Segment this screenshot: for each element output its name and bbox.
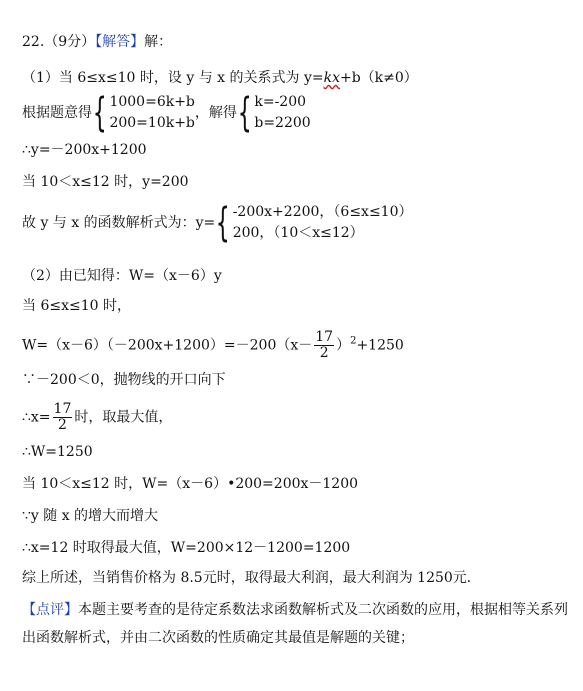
max-at-line: ∴x= $\frac{17}{2}$ 时，取最大值， [22, 401, 173, 433]
comment-text: 本题主要考查的是待定系数法求函数解析式及二次函数的应用，根据相等关系列出函数解析式，并由二次函数的性质确定其最值是解题的关键； [22, 602, 568, 646]
part1-case2: 当 10＜x≤12 时，y=200 [22, 174, 189, 190]
given-eq-1: 1000=6k+b [109, 94, 195, 110]
linear-result: ∴y=－200x+1200 [22, 142, 147, 158]
given-eq-2: 200=10k+b [109, 115, 195, 131]
because-line-1: ∵－200＜0，抛物线的开口向下 [22, 372, 226, 388]
piecewise-system [215, 202, 412, 244]
solution-b: b=2200 [254, 115, 311, 131]
left-brace-icon: { [92, 90, 107, 136]
answer-intro: 解： [144, 34, 173, 50]
left-brace-icon: { [237, 90, 252, 136]
answer-tag: 【解答】 [95, 34, 145, 50]
because-line-2: ∵y 随 x 的增大而增大 [22, 508, 159, 524]
conclusion-line: 综上所述，当销售价格为 8.5元时，取得最大利润，最大利润为 1250元． [22, 570, 481, 586]
piecewise-function-line [22, 202, 413, 244]
given-system [92, 92, 195, 134]
max2-line: ∴x=12 时取得最大值，W=200×12－1200=1200 [22, 540, 351, 556]
function-label: 故 y 与 x 的函数解析式为：y= [22, 215, 216, 231]
part2-case2: 当 10＜x≤12 时，W=（x－6）•200=200x－1200 [22, 476, 359, 492]
w-max-line: ∴W=1250 [22, 444, 93, 460]
fraction-17-2: $\frac{17}{2}$ [315, 329, 334, 361]
solution-k: k=-200 [254, 94, 307, 110]
kx-term: kx [323, 70, 340, 86]
problem-header [22, 32, 172, 52]
comment-tag: 【点评】 [22, 602, 78, 618]
piece-1: -200x+2200，（6≤x≤10） [232, 204, 413, 220]
problem-number: 22.（9分） [22, 34, 96, 50]
part2-intro: （2）由已知得：W=（x－6）y [22, 268, 222, 284]
equation-system-line [22, 92, 311, 134]
comment-block [22, 596, 572, 652]
piece-2: 200，（10＜x≤12） [232, 225, 364, 241]
solution-system [237, 92, 311, 134]
solve-label: ，解得 [194, 105, 237, 121]
given-label: 根据题意得 [22, 105, 92, 121]
left-brace-icon: { [215, 200, 230, 246]
fraction-17-2: $\frac{17}{2}$ [53, 401, 72, 433]
part1-intro: （1）当 6≤x≤10 时，设 y 与 x 的关系式为 y=kx+b（k≠0） [22, 70, 418, 86]
part2-case1: 当 6≤x≤10 时， [22, 298, 131, 314]
w-expression-line: W=（x－6）（－200x+1200）=－200（x－ $\frac{17}{2}$ ）$^2$+1250 [22, 329, 404, 361]
